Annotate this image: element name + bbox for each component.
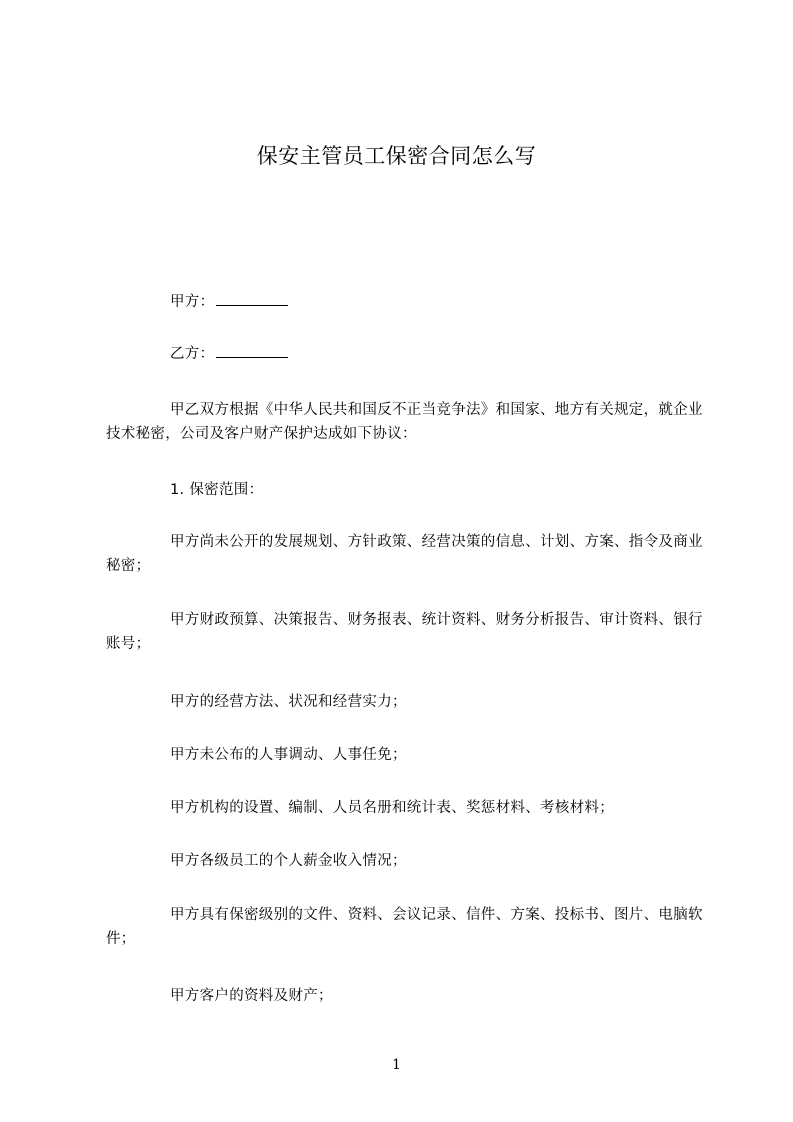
party-b-label: 乙方： (170, 346, 215, 362)
scope-item: 甲方尚未公开的发展规划、方针政策、经营决策的信息、计划、方案、指令及商业秘密； (106, 534, 703, 574)
party-a-label: 甲方： (170, 294, 215, 310)
party-a-line (170, 290, 288, 314)
scope-item: 甲方机构的设置、编制、人员名册和统计表、奖惩材料、考核材料； (170, 800, 614, 816)
scope-item: 甲方未公布的人事调动、人事任免； (170, 747, 407, 763)
scope-item: 甲方各级员工的个人薪金收入情况； (170, 853, 407, 869)
scope-item: 甲方具有保密级别的文件、资料、会议记录、信件、方案、投标书、图片、电脑软件； (106, 907, 703, 947)
scope-item: 甲方的经营方法、状况和经营实力； (170, 694, 407, 710)
scope-item: 甲方客户的资料及财产； (170, 988, 333, 1004)
party-b-line (170, 342, 288, 366)
document-title: 保安主管员工保密合同怎么写 (256, 144, 537, 168)
party-a-blank (216, 291, 288, 306)
page-number: 1 (392, 1057, 401, 1073)
section-1-heading: 1. 保密范围： (170, 482, 264, 498)
party-b-blank (216, 343, 288, 358)
intro-paragraph: 甲乙双方根据《中华人民共和国反不正当竞争法》和国家、地方有关规定，就企业技术秘密，公司及客户财产保护达成如下协议： (106, 402, 703, 442)
scope-item: 甲方财政预算、决策报告、财务报表、统计资料、财务分析报告、审计资料、银行账号； (106, 612, 703, 652)
